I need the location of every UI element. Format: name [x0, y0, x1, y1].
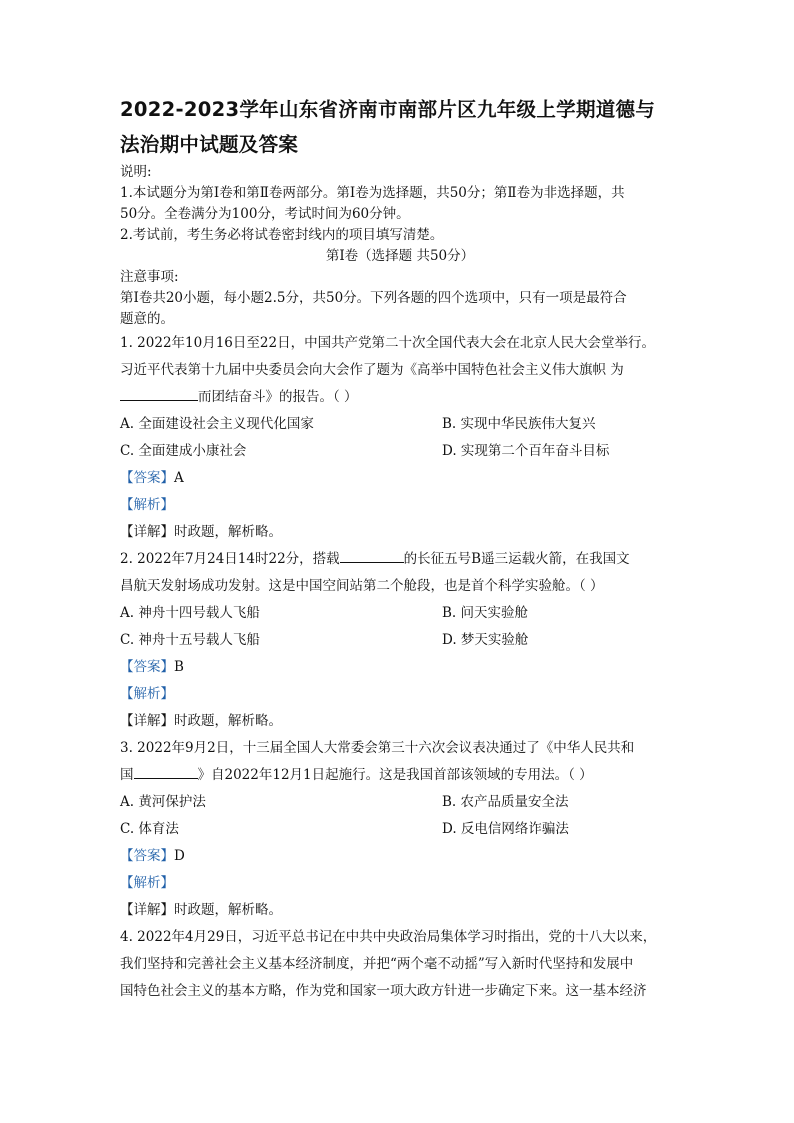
detail-label: 【详解】 [120, 713, 174, 729]
answer-row [120, 465, 680, 492]
detail-label: 【详解】 [120, 902, 174, 918]
option-a: A. 神舟十四号载人飞船 [120, 605, 260, 621]
analysis-label: 【解析】 [120, 686, 174, 702]
option-c: C. 神舟十五号载人飞船 [120, 632, 260, 648]
answer-value: D [174, 848, 185, 864]
detail-row [120, 897, 680, 924]
detail-row [120, 708, 680, 735]
question-3-line-2-a: 国 [120, 767, 134, 783]
answer-label: 【答案】 [120, 848, 174, 864]
option-b: B. 实现中华民族伟大复兴 [442, 416, 596, 432]
instruction-1a: 1.本试题分为第Ⅰ卷和第Ⅱ卷两部分。第Ⅰ卷为选择题，共50分；第Ⅱ卷为非选择题，共 [120, 185, 625, 201]
option-c: C. 全面建成小康社会 [120, 443, 247, 459]
question-1-line-3 [120, 384, 680, 411]
option-d: D. 梦天实验舱 [442, 632, 529, 648]
notice-heading: 注意事项: [120, 269, 179, 285]
detail-text: 时政题，解析略。 [174, 713, 282, 729]
question-1-options [120, 411, 680, 465]
question-1-line-3-text: 而团结奋斗》的报告。（ ） [198, 389, 358, 405]
question-3 [120, 735, 680, 924]
answer-blank [340, 548, 404, 563]
option-d: D. 实现第二个百年奋斗目标 [442, 443, 610, 459]
question-2-line-1-a: 2. 2022年7月24日14时22分，搭载 [120, 551, 340, 567]
question-2 [120, 546, 680, 735]
option-d: D. 反电信网络诈骗法 [442, 821, 569, 837]
option-a: A. 全面建设社会主义现代化国家 [120, 416, 314, 432]
instruction-2: 2.考试前，考生务必将试卷密封线内的项目填写清楚。 [120, 227, 444, 243]
notice-line-b: 题意的。 [120, 311, 174, 327]
detail-text: 时政题，解析略。 [174, 524, 282, 540]
answer-row [120, 654, 680, 681]
question-2-options [120, 600, 680, 654]
document-page [120, 92, 680, 1005]
section-title: 第Ⅰ卷（选择题 共50分） [325, 248, 475, 264]
question-3-options [120, 789, 680, 843]
option-a: A. 黄河保护法 [120, 794, 206, 810]
analysis-label: 【解析】 [120, 875, 174, 891]
answer-blank [134, 764, 198, 779]
question-1-line-2: 习近平代表第十九届中央委员会向大会作了题为《高举中国特色社会主义伟大旗帜 为 [120, 362, 624, 378]
document-title-line-2: 法治期中试题及答案 [120, 133, 299, 156]
question-2-line-2: 昌航天发射场成功发射。这是中国空间站第二个舱段，也是首个科学实验舱。（ ） [120, 578, 604, 594]
question-3-line-2-b: 》自2022年12月1日起施行。这是我国首部该领域的专用法。（ ） [197, 767, 593, 783]
question-4-line-1: 4. 2022年4月29日，习近平总书记在中共中央政治局集体学习时指出，党的十八大以来， [120, 929, 657, 945]
answer-label: 【答案】 [120, 470, 174, 486]
question-4-line-3: 国特色社会主义的基本方略，作为党和国家一项大政方针进一步确定下来。这一基本经济 [120, 983, 647, 999]
question-1-line-1: 1. 2022年10月16日至22日，中国共产党第二十次全国代表大会在北京人民大会堂举行。 [120, 335, 656, 351]
option-b: B. 农产品质量安全法 [442, 794, 569, 810]
detail-row [120, 519, 680, 546]
question-4 [120, 924, 680, 1005]
answer-value: A [174, 470, 184, 486]
notice-line-a: 第Ⅰ卷共20小题，每小题2.5分，共50分。下列各题的四个选项中，只有一项是最符合 [120, 290, 627, 306]
answer-label: 【答案】 [120, 659, 174, 675]
question-2-line-1-b: 的长征五号B遥三运载火箭，在我国文 [403, 551, 630, 567]
option-c: C. 体育法 [120, 821, 179, 837]
question-2-line-1 [120, 546, 680, 573]
analysis-label: 【解析】 [120, 497, 174, 513]
detail-text: 时政题，解析略。 [174, 902, 282, 918]
instruction-1b: 50分。全卷满分为100分，考试时间为60分钟。 [120, 206, 410, 222]
question-3-line-2 [120, 762, 680, 789]
instructions-heading: 说明: [120, 164, 152, 180]
question-3-line-1: 3. 2022年9月2日，十三届全国人大常委会第三十六次会议表决通过了《中华人民共和 [120, 740, 635, 756]
question-1 [120, 330, 680, 546]
option-b: B. 问天实验舱 [442, 605, 529, 621]
document-title-line-1: 2022-2023学年山东省济南市南部片区九年级上学期道德与 [120, 98, 656, 121]
detail-label: 【详解】 [120, 524, 174, 540]
answer-row [120, 843, 680, 870]
answer-blank [120, 386, 198, 401]
answer-value: B [174, 659, 184, 675]
question-4-line-2: 我们坚持和完善社会主义基本经济制度，并把“两个毫不动摇”写入新时代坚持和发展中 [120, 956, 634, 972]
